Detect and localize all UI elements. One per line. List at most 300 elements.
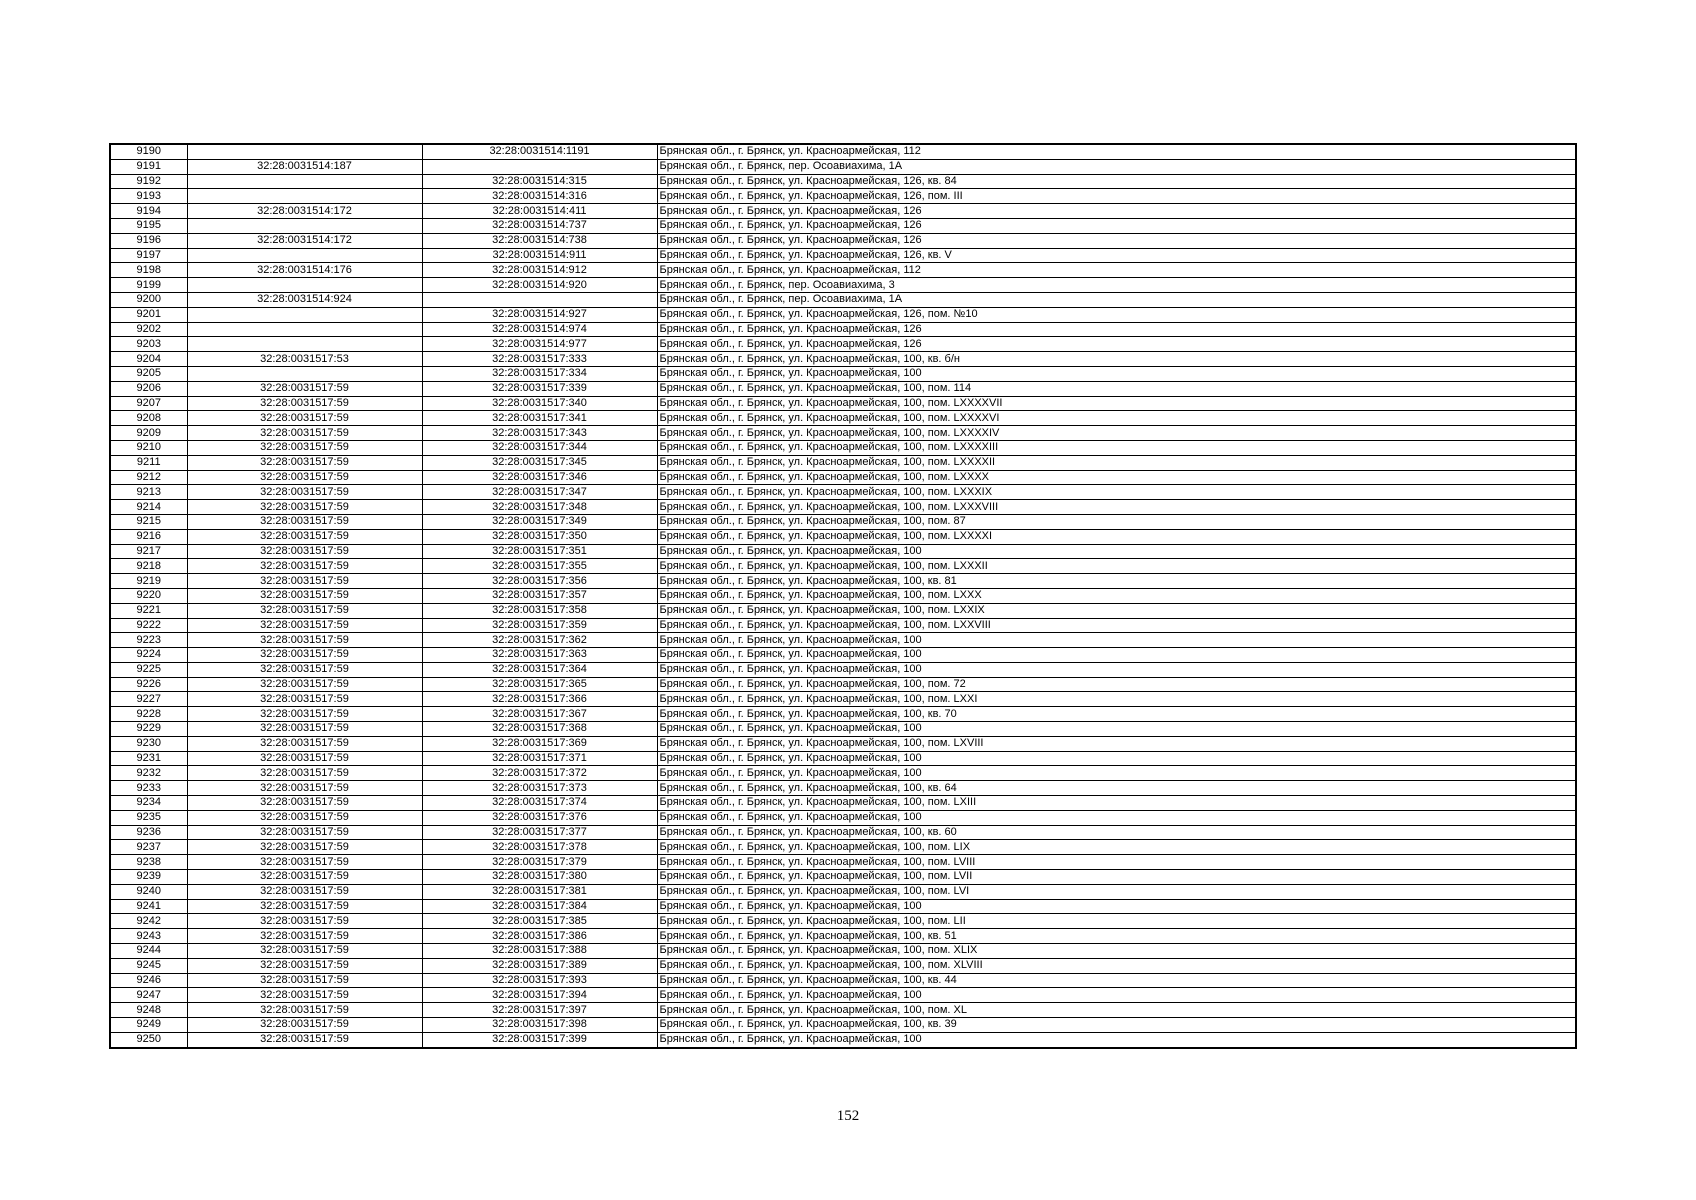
row-number-cell: 9203	[110, 337, 187, 352]
parcel-number-cell: 32:28:0031517:59	[187, 514, 422, 529]
address-cell: Брянская обл., г. Брянск, ул. Красноармейская, 126	[657, 218, 1576, 233]
row-number-cell: 9225	[110, 662, 187, 677]
parcel-number-cell: 32:28:0031517:59	[187, 884, 422, 899]
object-number-cell: 32:28:0031517:393	[422, 973, 657, 988]
row-number-cell: 9210	[110, 440, 187, 455]
parcel-number-cell: 32:28:0031517:59	[187, 485, 422, 500]
parcel-number-cell: 32:28:0031517:59	[187, 736, 422, 751]
row-number-cell: 9202	[110, 322, 187, 337]
table-row	[110, 574, 1576, 589]
row-number-cell: 9238	[110, 855, 187, 870]
table-row	[110, 381, 1576, 396]
address-cell: Брянская обл., г. Брянск, ул. Красноармейская, 100, кв. 60	[657, 825, 1576, 840]
row-number-cell: 9244	[110, 944, 187, 959]
object-number-cell: 32:28:0031514:315	[422, 174, 657, 189]
table-row	[110, 189, 1576, 204]
object-number-cell: 32:28:0031517:350	[422, 529, 657, 544]
parcel-number-cell: 32:28:0031517:59	[187, 958, 422, 973]
row-number-cell: 9195	[110, 218, 187, 233]
table-row	[110, 411, 1576, 426]
row-number-cell: 9200	[110, 292, 187, 307]
parcel-number-cell: 32:28:0031517:59	[187, 988, 422, 1003]
row-number-cell: 9241	[110, 899, 187, 914]
object-number-cell: 32:28:0031517:348	[422, 500, 657, 515]
object-number-cell: 32:28:0031514:974	[422, 322, 657, 337]
table-row	[110, 973, 1576, 988]
parcel-number-cell: 32:28:0031517:59	[187, 603, 422, 618]
address-cell: Брянская обл., г. Брянск, ул. Красноармейская, 100, пом. LXXIX	[657, 603, 1576, 618]
address-cell: Брянская обл., г. Брянск, ул. Красноармейская, 100, кв. 81	[657, 574, 1576, 589]
parcel-number-cell: 32:28:0031517:59	[187, 396, 422, 411]
table-row	[110, 751, 1576, 766]
object-number-cell: 32:28:0031517:394	[422, 988, 657, 1003]
table-row	[110, 884, 1576, 899]
row-number-cell: 9250	[110, 1032, 187, 1047]
object-number-cell: 32:28:0031517:369	[422, 736, 657, 751]
address-cell: Брянская обл., г. Брянск, ул. Красноармейская, 126	[657, 233, 1576, 248]
table-row	[110, 500, 1576, 515]
table-row	[110, 840, 1576, 855]
object-number-cell: 32:28:0031517:388	[422, 944, 657, 959]
object-number-cell: 32:28:0031517:351	[422, 544, 657, 559]
row-number-cell: 9222	[110, 618, 187, 633]
table-row	[110, 603, 1576, 618]
row-number-cell: 9230	[110, 736, 187, 751]
row-number-cell: 9239	[110, 870, 187, 885]
parcel-number-cell: 32:28:0031514:176	[187, 263, 422, 278]
address-cell: Брянская обл., г. Брянск, ул. Красноармейская, 112	[657, 263, 1576, 278]
table-row	[110, 825, 1576, 840]
address-cell: Брянская обл., г. Брянск, ул. Красноармейская, 100, пом. LXXXIX	[657, 485, 1576, 500]
row-number-cell: 9191	[110, 159, 187, 174]
table-row	[110, 677, 1576, 692]
address-cell: Брянская обл., г. Брянск, ул. Красноармейская, 100, пом. LXXXXII	[657, 455, 1576, 470]
object-number-cell: 32:28:0031517:399	[422, 1032, 657, 1047]
table-row	[110, 707, 1576, 722]
address-cell: Брянская обл., г. Брянск, ул. Красноармейская, 100	[657, 633, 1576, 648]
page-number: 152	[836, 1108, 860, 1124]
object-number-cell: 32:28:0031517:343	[422, 426, 657, 441]
row-number-cell: 9229	[110, 722, 187, 737]
address-cell: Брянская обл., г. Брянск, ул. Красноармейская, 100, пом. LXXXII	[657, 559, 1576, 574]
table-row	[110, 1003, 1576, 1018]
parcel-number-cell: 32:28:0031517:53	[187, 352, 422, 367]
row-number-cell: 9234	[110, 796, 187, 811]
row-number-cell: 9196	[110, 233, 187, 248]
object-number-cell: 32:28:0031514:1191	[422, 144, 657, 159]
address-cell: Брянская обл., г. Брянск, ул. Красноармейская, 100, пом. LXXVIII	[657, 618, 1576, 633]
object-number-cell: 32:28:0031517:397	[422, 1003, 657, 1018]
row-number-cell: 9220	[110, 588, 187, 603]
object-number-cell: 32:28:0031517:341	[422, 411, 657, 426]
object-number-cell: 32:28:0031517:365	[422, 677, 657, 692]
parcel-number-cell	[187, 337, 422, 352]
address-cell: Брянская обл., г. Брянск, ул. Красноармейская, 100, пом. 114	[657, 381, 1576, 396]
table-row	[110, 352, 1576, 367]
address-cell: Брянская обл., г. Брянск, ул. Красноармейская, 126, кв. 84	[657, 174, 1576, 189]
row-number-cell: 9233	[110, 781, 187, 796]
address-cell: Брянская обл., г. Брянск, ул. Красноармейская, 100, пом. XLIX	[657, 944, 1576, 959]
parcel-number-cell: 32:28:0031517:59	[187, 796, 422, 811]
table-row	[110, 870, 1576, 885]
address-cell: Брянская обл., г. Брянск, ул. Красноармейская, 100, пом. LXXX	[657, 588, 1576, 603]
row-number-cell: 9226	[110, 677, 187, 692]
object-number-cell: 32:28:0031517:376	[422, 810, 657, 825]
parcel-number-cell: 32:28:0031517:59	[187, 855, 422, 870]
table-row	[110, 307, 1576, 322]
parcel-number-cell	[187, 218, 422, 233]
address-cell: Брянская обл., г. Брянск, ул. Красноармейская, 100, пом. LXXI	[657, 692, 1576, 707]
object-number-cell: 32:28:0031517:389	[422, 958, 657, 973]
address-cell: Брянская обл., г. Брянск, ул. Красноармейская, 100, пом. LVII	[657, 870, 1576, 885]
address-cell: Брянская обл., г. Брянск, ул. Красноармейская, 100, пом. LVIII	[657, 855, 1576, 870]
address-cell: Брянская обл., г. Брянск, ул. Красноармейская, 126, пом. №10	[657, 307, 1576, 322]
row-number-cell: 9231	[110, 751, 187, 766]
address-cell: Брянская обл., г. Брянск, ул. Красноармейская, 126	[657, 204, 1576, 219]
row-number-cell: 9190	[110, 144, 187, 159]
table-row	[110, 455, 1576, 470]
address-cell: Брянская обл., г. Брянск, ул. Красноармейская, 100, пом. XLVIII	[657, 958, 1576, 973]
address-cell: Брянская обл., г. Брянск, ул. Красноармейская, 100, пом. XL	[657, 1003, 1576, 1018]
object-number-cell: 32:28:0031517:344	[422, 440, 657, 455]
row-number-cell: 9232	[110, 766, 187, 781]
object-number-cell: 32:28:0031514:911	[422, 248, 657, 263]
row-number-cell: 9228	[110, 707, 187, 722]
address-cell: Брянская обл., г. Брянск, ул. Красноармейская, 126	[657, 337, 1576, 352]
address-cell: Брянская обл., г. Брянск, ул. Красноармейская, 100, пом. 87	[657, 514, 1576, 529]
row-number-cell: 9224	[110, 648, 187, 663]
address-cell: Брянская обл., г. Брянск, ул. Красноармейская, 100, пом. LXXXXIV	[657, 426, 1576, 441]
object-number-cell: 32:28:0031517:333	[422, 352, 657, 367]
address-cell: Брянская обл., г. Брянск, ул. Красноармейская, 100, пом. LII	[657, 914, 1576, 929]
address-cell: Брянская обл., г. Брянск, пер. Осоавиахима, 1А	[657, 159, 1576, 174]
object-number-cell: 32:28:0031514:738	[422, 233, 657, 248]
address-cell: Брянская обл., г. Брянск, ул. Красноармейская, 100, пом. LXXXX	[657, 470, 1576, 485]
object-number-cell: 32:28:0031517:363	[422, 648, 657, 663]
address-cell: Брянская обл., г. Брянск, ул. Красноармейская, 100	[657, 766, 1576, 781]
table-row	[110, 159, 1576, 174]
parcel-number-cell: 32:28:0031517:59	[187, 633, 422, 648]
property-table	[109, 143, 1577, 1049]
parcel-number-cell: 32:28:0031514:172	[187, 233, 422, 248]
object-number-cell: 32:28:0031517:372	[422, 766, 657, 781]
address-cell: Брянская обл., г. Брянск, ул. Красноармейская, 100, кв. б/н	[657, 352, 1576, 367]
table-row	[110, 233, 1576, 248]
object-number-cell: 32:28:0031517:347	[422, 485, 657, 500]
parcel-number-cell: 32:28:0031514:924	[187, 292, 422, 307]
table-row	[110, 263, 1576, 278]
parcel-number-cell: 32:28:0031517:59	[187, 588, 422, 603]
table-row	[110, 662, 1576, 677]
parcel-number-cell	[187, 144, 422, 159]
address-cell: Брянская обл., г. Брянск, ул. Красноармейская, 100, кв. 44	[657, 973, 1576, 988]
address-cell: Брянская обл., г. Брянск, ул. Красноармейская, 100, пом. LXVIII	[657, 736, 1576, 751]
address-cell: Брянская обл., г. Брянск, ул. Красноармейская, 100	[657, 544, 1576, 559]
parcel-number-cell: 32:28:0031517:59	[187, 470, 422, 485]
parcel-number-cell	[187, 189, 422, 204]
table-row	[110, 766, 1576, 781]
table-row	[110, 278, 1576, 293]
parcel-number-cell: 32:28:0031517:59	[187, 707, 422, 722]
table-row	[110, 588, 1576, 603]
object-number-cell: 32:28:0031517:366	[422, 692, 657, 707]
row-number-cell: 9217	[110, 544, 187, 559]
parcel-number-cell: 32:28:0031517:59	[187, 692, 422, 707]
object-number-cell: 32:28:0031517:340	[422, 396, 657, 411]
object-number-cell: 32:28:0031517:368	[422, 722, 657, 737]
parcel-number-cell: 32:28:0031517:59	[187, 810, 422, 825]
address-cell: Брянская обл., г. Брянск, ул. Красноармейская, 100, кв. 70	[657, 707, 1576, 722]
parcel-number-cell: 32:28:0031517:59	[187, 870, 422, 885]
parcel-number-cell: 32:28:0031517:59	[187, 973, 422, 988]
object-number-cell	[422, 159, 657, 174]
row-number-cell: 9207	[110, 396, 187, 411]
parcel-number-cell: 32:28:0031517:59	[187, 381, 422, 396]
table-row	[110, 958, 1576, 973]
parcel-number-cell: 32:28:0031517:59	[187, 648, 422, 663]
table-row	[110, 1032, 1576, 1047]
object-number-cell: 32:28:0031517:374	[422, 796, 657, 811]
address-cell: Брянская обл., г. Брянск, ул. Красноармейская, 100, пом. LIX	[657, 840, 1576, 855]
table-body	[110, 144, 1576, 1048]
table-row	[110, 692, 1576, 707]
address-cell: Брянская обл., г. Брянск, ул. Красноармейская, 100, пом. LXXXXI	[657, 529, 1576, 544]
object-number-cell: 32:28:0031517:339	[422, 381, 657, 396]
parcel-number-cell: 32:28:0031517:59	[187, 944, 422, 959]
row-number-cell: 9204	[110, 352, 187, 367]
table-row	[110, 470, 1576, 485]
row-number-cell: 9236	[110, 825, 187, 840]
table-row	[110, 648, 1576, 663]
table-row	[110, 559, 1576, 574]
table-row	[110, 514, 1576, 529]
table-row	[110, 899, 1576, 914]
address-cell: Брянская обл., г. Брянск, ул. Красноармейская, 100	[657, 648, 1576, 663]
parcel-number-cell	[187, 248, 422, 263]
row-number-cell: 9245	[110, 958, 187, 973]
object-number-cell: 32:28:0031517:373	[422, 781, 657, 796]
table-row	[110, 810, 1576, 825]
parcel-number-cell: 32:28:0031517:59	[187, 899, 422, 914]
object-number-cell: 32:28:0031517:358	[422, 603, 657, 618]
address-cell: Брянская обл., г. Брянск, ул. Красноармейская, 100, пом. LXXXXIII	[657, 440, 1576, 455]
parcel-number-cell: 32:28:0031517:59	[187, 574, 422, 589]
table-row	[110, 426, 1576, 441]
object-number-cell: 32:28:0031517:398	[422, 1018, 657, 1033]
object-number-cell: 32:28:0031517:357	[422, 588, 657, 603]
row-number-cell: 9201	[110, 307, 187, 322]
parcel-number-cell: 32:28:0031517:59	[187, 677, 422, 692]
object-number-cell: 32:28:0031517:359	[422, 618, 657, 633]
table-row	[110, 204, 1576, 219]
address-cell: Брянская обл., г. Брянск, ул. Красноармейская, 100	[657, 810, 1576, 825]
row-number-cell: 9247	[110, 988, 187, 1003]
row-number-cell: 9218	[110, 559, 187, 574]
object-number-cell: 32:28:0031517:367	[422, 707, 657, 722]
table-row	[110, 544, 1576, 559]
row-number-cell: 9212	[110, 470, 187, 485]
row-number-cell: 9235	[110, 810, 187, 825]
address-cell: Брянская обл., г. Брянск, пер. Осоавиахима, 3	[657, 278, 1576, 293]
address-cell: Брянская обл., г. Брянск, ул. Красноармейская, 100, пом. LXXXVIII	[657, 500, 1576, 515]
address-cell: Брянская обл., г. Брянск, ул. Красноармейская, 100, кв. 51	[657, 929, 1576, 944]
row-number-cell: 9193	[110, 189, 187, 204]
address-cell: Брянская обл., г. Брянск, ул. Красноармейская, 100	[657, 751, 1576, 766]
address-cell: Брянская обл., г. Брянск, ул. Красноармейская, 100, пом. 72	[657, 677, 1576, 692]
table-row	[110, 396, 1576, 411]
parcel-number-cell: 32:28:0031517:59	[187, 426, 422, 441]
row-number-cell: 9221	[110, 603, 187, 618]
table-row	[110, 1018, 1576, 1033]
parcel-number-cell: 32:28:0031517:59	[187, 766, 422, 781]
address-cell: Брянская обл., г. Брянск, ул. Красноармейская, 100	[657, 899, 1576, 914]
address-cell: Брянская обл., г. Брянск, ул. Красноармейская, 100, кв. 64	[657, 781, 1576, 796]
address-cell: Брянская обл., г. Брянск, ул. Красноармейская, 100	[657, 1032, 1576, 1047]
parcel-number-cell: 32:28:0031517:59	[187, 411, 422, 426]
object-number-cell: 32:28:0031517:334	[422, 366, 657, 381]
parcel-number-cell: 32:28:0031517:59	[187, 751, 422, 766]
row-number-cell: 9223	[110, 633, 187, 648]
address-cell: Брянская обл., г. Брянск, ул. Красноармейская, 100, кв. 39	[657, 1018, 1576, 1033]
table-row	[110, 144, 1576, 159]
parcel-number-cell: 32:28:0031517:59	[187, 1003, 422, 1018]
object-number-cell: 32:28:0031514:411	[422, 204, 657, 219]
parcel-number-cell: 32:28:0031517:59	[187, 929, 422, 944]
object-number-cell: 32:28:0031517:385	[422, 914, 657, 929]
row-number-cell: 9194	[110, 204, 187, 219]
object-number-cell: 32:28:0031517:371	[422, 751, 657, 766]
row-number-cell: 9248	[110, 1003, 187, 1018]
address-cell: Брянская обл., г. Брянск, ул. Красноармейская, 100, пом. LXXXXVI	[657, 411, 1576, 426]
table-row	[110, 248, 1576, 263]
parcel-number-cell	[187, 307, 422, 322]
table-row	[110, 796, 1576, 811]
parcel-number-cell: 32:28:0031517:59	[187, 840, 422, 855]
object-number-cell: 32:28:0031517:355	[422, 559, 657, 574]
table-row	[110, 440, 1576, 455]
table-row	[110, 722, 1576, 737]
address-cell: Брянская обл., г. Брянск, ул. Красноармейская, 112	[657, 144, 1576, 159]
parcel-number-cell	[187, 174, 422, 189]
parcel-number-cell: 32:28:0031517:59	[187, 722, 422, 737]
address-cell: Брянская обл., г. Брянск, пер. Осоавиахима, 1А	[657, 292, 1576, 307]
table-row	[110, 633, 1576, 648]
parcel-number-cell: 32:28:0031514:187	[187, 159, 422, 174]
row-number-cell: 9214	[110, 500, 187, 515]
row-number-cell: 9211	[110, 455, 187, 470]
table-row	[110, 781, 1576, 796]
row-number-cell: 9249	[110, 1018, 187, 1033]
row-number-cell: 9208	[110, 411, 187, 426]
parcel-number-cell: 32:28:0031514:172	[187, 204, 422, 219]
object-number-cell: 32:28:0031514:920	[422, 278, 657, 293]
row-number-cell: 9216	[110, 529, 187, 544]
object-number-cell: 32:28:0031517:378	[422, 840, 657, 855]
address-cell: Брянская обл., г. Брянск, ул. Красноармейская, 100	[657, 722, 1576, 737]
row-number-cell: 9219	[110, 574, 187, 589]
object-number-cell: 32:28:0031517:364	[422, 662, 657, 677]
parcel-number-cell: 32:28:0031517:59	[187, 440, 422, 455]
object-number-cell: 32:28:0031517:386	[422, 929, 657, 944]
address-cell: Брянская обл., г. Брянск, ул. Красноармейская, 100	[657, 988, 1576, 1003]
table-row	[110, 855, 1576, 870]
parcel-number-cell: 32:28:0031517:59	[187, 500, 422, 515]
address-cell: Брянская обл., г. Брянск, ул. Красноармейская, 126, кв. V	[657, 248, 1576, 263]
table-row	[110, 736, 1576, 751]
object-number-cell: 32:28:0031514:927	[422, 307, 657, 322]
table-row	[110, 174, 1576, 189]
object-number-cell: 32:28:0031514:737	[422, 218, 657, 233]
object-number-cell: 32:28:0031517:381	[422, 884, 657, 899]
parcel-number-cell	[187, 366, 422, 381]
row-number-cell: 9199	[110, 278, 187, 293]
object-number-cell: 32:28:0031514:316	[422, 189, 657, 204]
table-row	[110, 944, 1576, 959]
object-number-cell: 32:28:0031517:384	[422, 899, 657, 914]
row-number-cell: 9206	[110, 381, 187, 396]
object-number-cell: 32:28:0031517:349	[422, 514, 657, 529]
parcel-number-cell: 32:28:0031517:59	[187, 544, 422, 559]
address-cell: Брянская обл., г. Брянск, ул. Красноармейская, 100, пом. LVI	[657, 884, 1576, 899]
row-number-cell: 9213	[110, 485, 187, 500]
object-number-cell: 32:28:0031517:346	[422, 470, 657, 485]
object-number-cell	[422, 292, 657, 307]
parcel-number-cell	[187, 278, 422, 293]
address-cell: Брянская обл., г. Брянск, ул. Красноармейская, 100, пом. LXIII	[657, 796, 1576, 811]
parcel-number-cell: 32:28:0031517:59	[187, 1018, 422, 1033]
parcel-number-cell: 32:28:0031517:59	[187, 914, 422, 929]
row-number-cell: 9240	[110, 884, 187, 899]
object-number-cell: 32:28:0031517:377	[422, 825, 657, 840]
table-row	[110, 529, 1576, 544]
object-number-cell: 32:28:0031514:977	[422, 337, 657, 352]
table-row	[110, 292, 1576, 307]
table-row	[110, 366, 1576, 381]
object-number-cell: 32:28:0031517:356	[422, 574, 657, 589]
parcel-number-cell	[187, 322, 422, 337]
table-row	[110, 485, 1576, 500]
parcel-number-cell: 32:28:0031517:59	[187, 662, 422, 677]
parcel-number-cell: 32:28:0031517:59	[187, 825, 422, 840]
table-row	[110, 929, 1576, 944]
parcel-number-cell: 32:28:0031517:59	[187, 618, 422, 633]
table-row	[110, 218, 1576, 233]
address-cell: Брянская обл., г. Брянск, ул. Красноармейская, 100, пом. LXXXXVII	[657, 396, 1576, 411]
parcel-number-cell: 32:28:0031517:59	[187, 559, 422, 574]
row-number-cell: 9198	[110, 263, 187, 278]
row-number-cell: 9215	[110, 514, 187, 529]
parcel-number-cell: 32:28:0031517:59	[187, 529, 422, 544]
table-row	[110, 322, 1576, 337]
parcel-number-cell: 32:28:0031517:59	[187, 455, 422, 470]
row-number-cell: 9192	[110, 174, 187, 189]
row-number-cell: 9242	[110, 914, 187, 929]
object-number-cell: 32:28:0031517:345	[422, 455, 657, 470]
object-number-cell: 32:28:0031517:362	[422, 633, 657, 648]
row-number-cell: 9243	[110, 929, 187, 944]
object-number-cell: 32:28:0031514:912	[422, 263, 657, 278]
table-row	[110, 914, 1576, 929]
row-number-cell: 9209	[110, 426, 187, 441]
row-number-cell: 9246	[110, 973, 187, 988]
object-number-cell: 32:28:0031517:380	[422, 870, 657, 885]
parcel-number-cell: 32:28:0031517:59	[187, 781, 422, 796]
table-row	[110, 618, 1576, 633]
row-number-cell: 9227	[110, 692, 187, 707]
table-row	[110, 337, 1576, 352]
row-number-cell: 9237	[110, 840, 187, 855]
address-cell: Брянская обл., г. Брянск, ул. Красноармейская, 126	[657, 322, 1576, 337]
